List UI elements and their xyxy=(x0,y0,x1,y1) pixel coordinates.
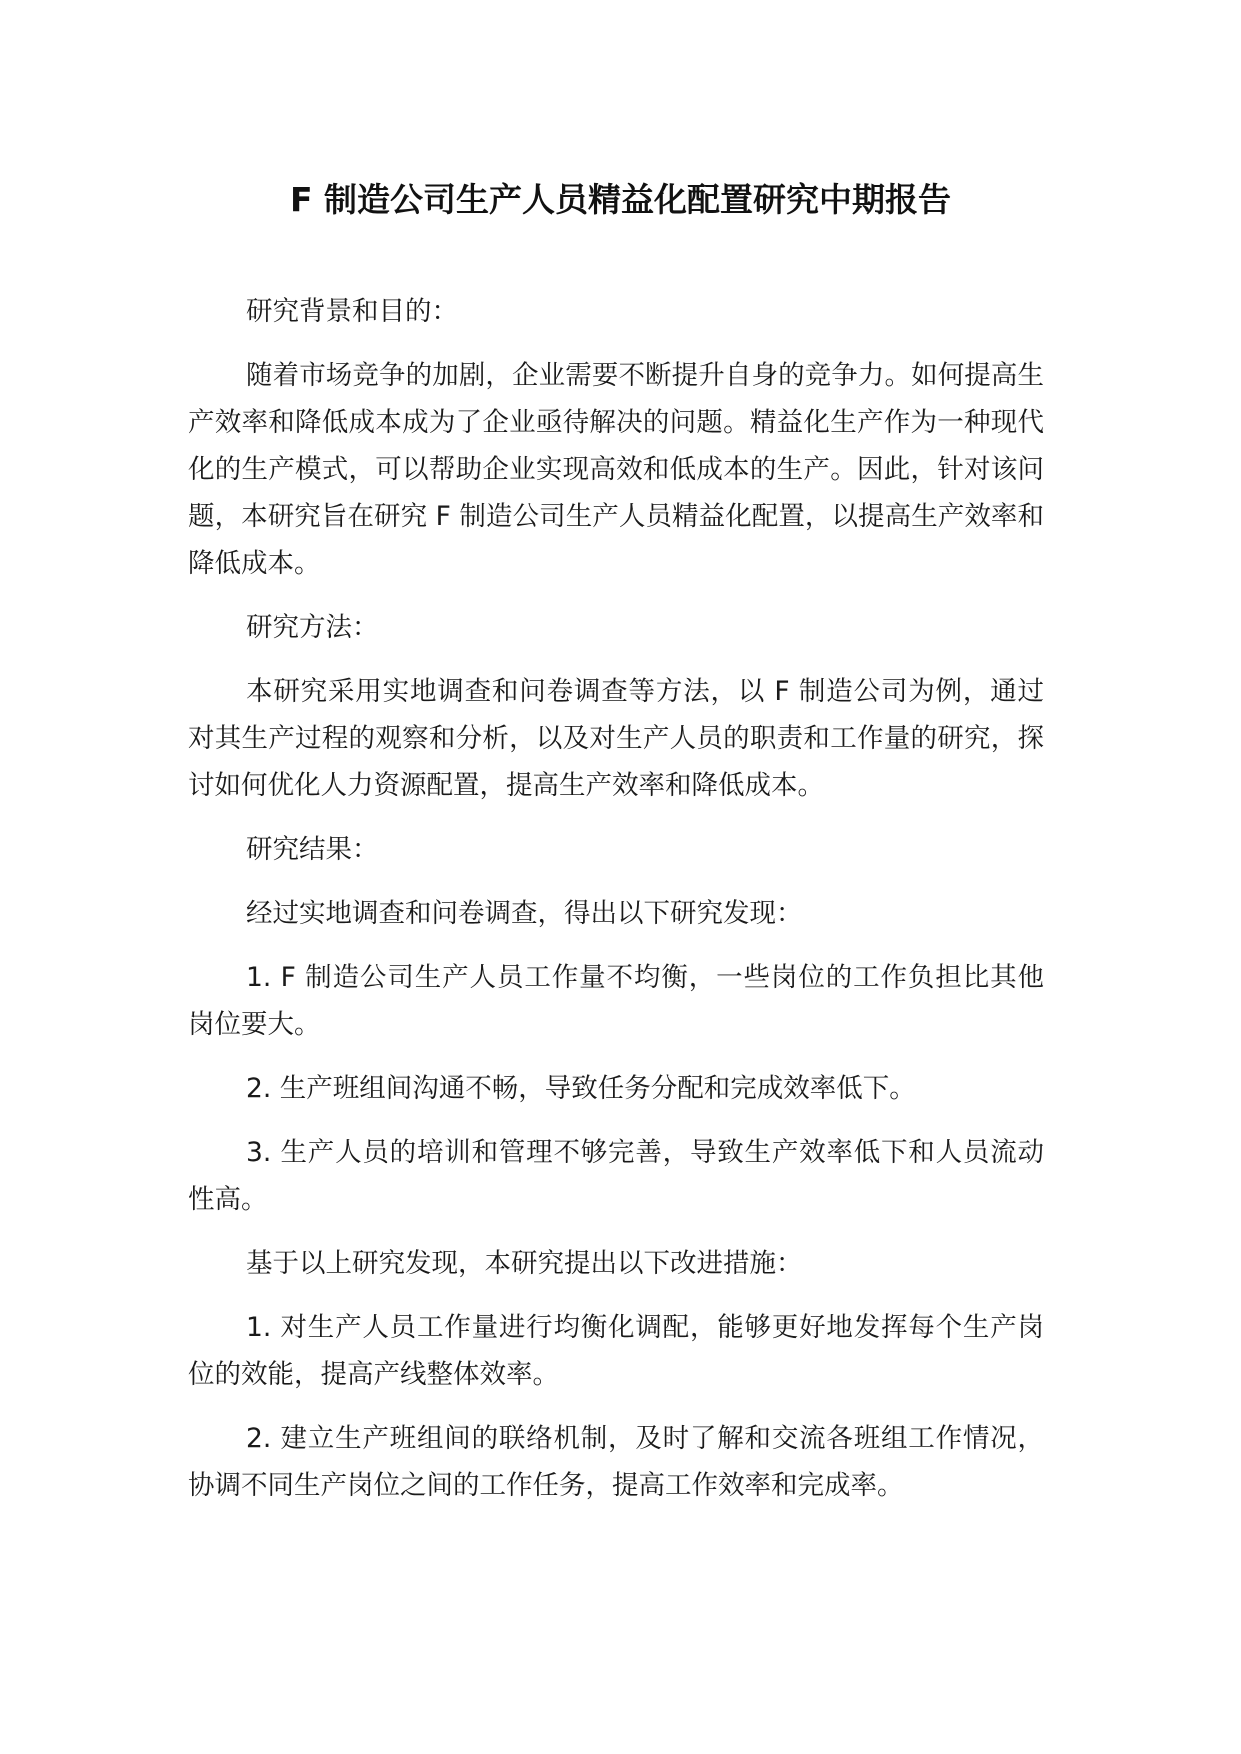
heading-methods: 研究方法： xyxy=(246,612,379,643)
finding-item-2: 2. 生产班组间沟通不畅，导致任务分配和完成效率低下。 xyxy=(246,1073,916,1104)
paragraph-methods: 本研究采用实地调查和问卷调查等方法，以 F 制造公司为例，通过对其生产过程的观察和分析，以及对生产人员的职责和工作量的研究，探讨如何优化人力资源配置，提高生产效率和降低成本。 xyxy=(188,676,1044,801)
measure-item-1: 1. 对生产人员工作量进行均衡化调配，能够更好地发挥每个生产岗位的效能，提高产线整体效率。 xyxy=(188,1312,1044,1390)
document-title: F 制造公司生产人员精益化配置研究中期报告 xyxy=(289,180,952,219)
finding-item-1: 1. F 制造公司生产人员工作量不均衡，一些岗位的工作负担比其他岗位要大。 xyxy=(188,962,1044,1040)
heading-background: 研究背景和目的： xyxy=(246,296,458,327)
finding-item-3: 3. 生产人员的培训和管理不够完善，导致生产效率低下和人员流动性高。 xyxy=(188,1137,1044,1215)
paragraph-measures-intro: 基于以上研究发现，本研究提出以下改进措施： xyxy=(246,1248,803,1279)
paragraph-background: 随着市场竞争的加剧，企业需要不断提升自身的竞争力。如何提高生产效率和降低成本成为了企业亟待解决的问题。精益化生产作为一种现代化的生产模式，可以帮助企业实现高效和低成本的生产。因此，针对该问题，本研究旨在研究 F 制造公司生产人员精益化配置，以提高生产效率和降低成本。 xyxy=(188,360,1044,579)
paragraph-results-intro: 经过实地调查和问卷调查，得出以下研究发现： xyxy=(246,898,803,929)
heading-results: 研究结果： xyxy=(246,834,379,865)
document-body xyxy=(188,288,1044,1526)
measure-item-2: 2. 建立生产班组间的联络机制，及时了解和交流各班组工作情况，协调不同生产岗位之间的工作任务，提高工作效率和完成率。 xyxy=(188,1423,1044,1501)
